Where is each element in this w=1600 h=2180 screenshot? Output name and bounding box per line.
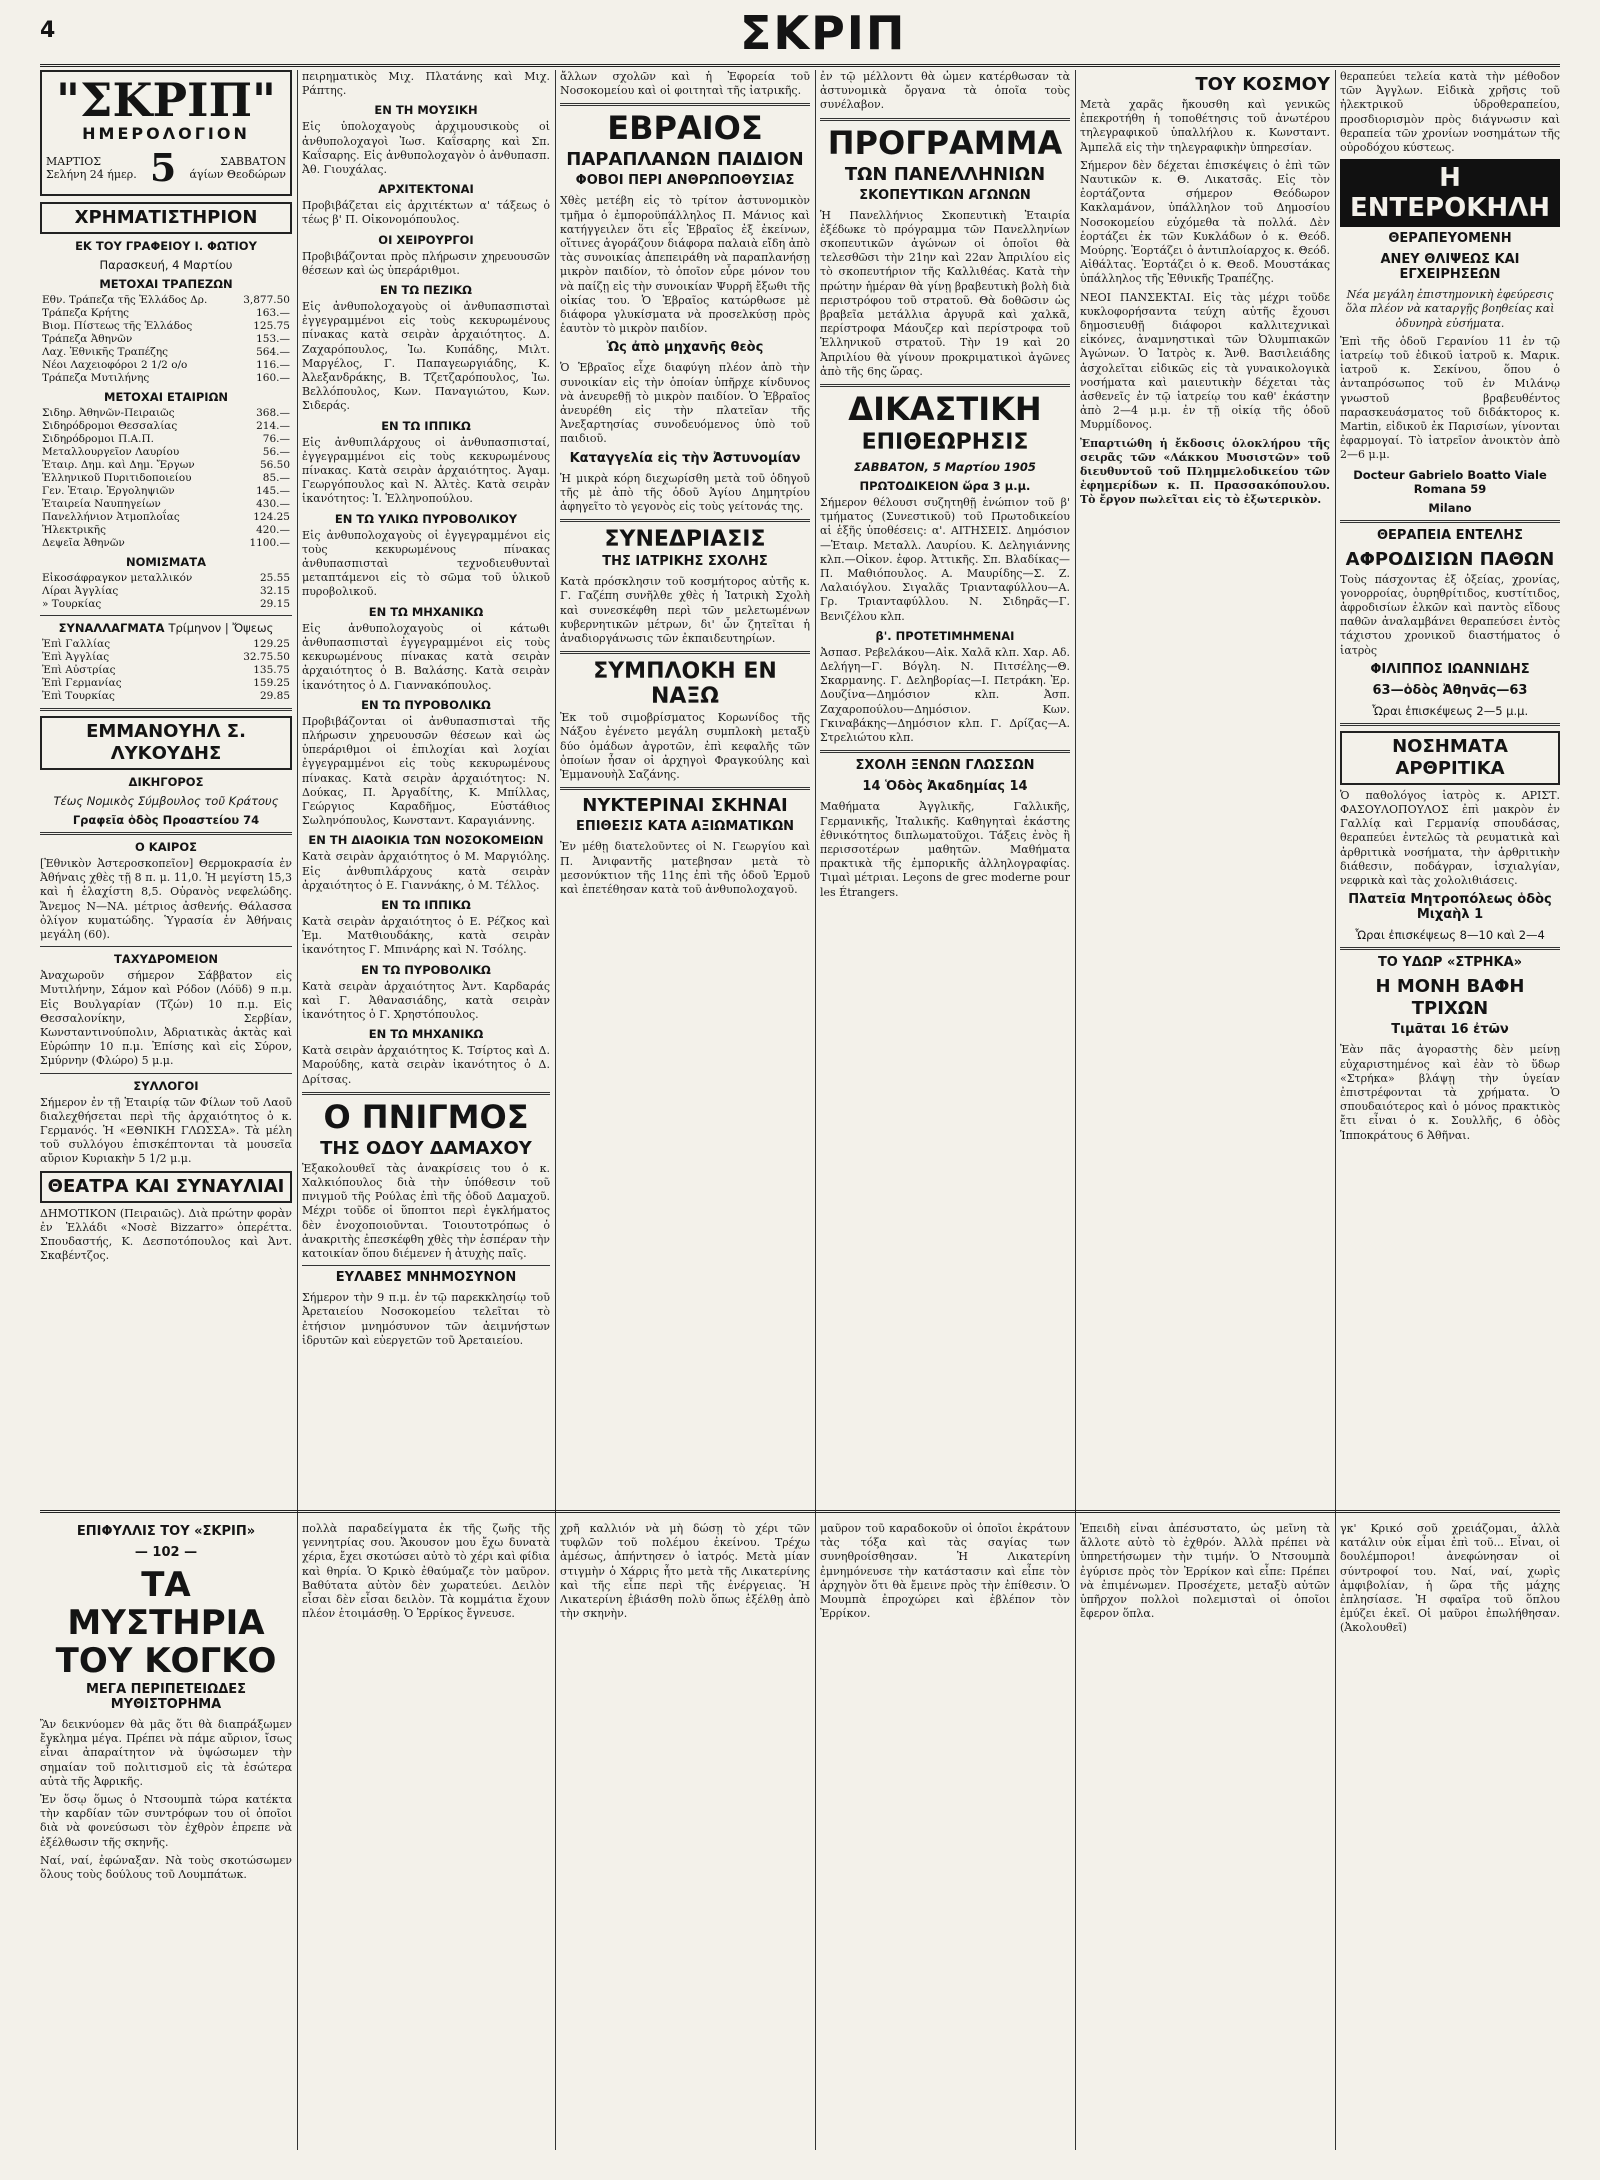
program-subtitle: ΤΩΝ ΠΑΝΕΛΛΗΝΙΩΝ — [844, 163, 1046, 185]
promotions-list — [302, 103, 550, 1086]
lawyer-address: Γραφεῖα ὁδὸς Προαστείου 74 — [72, 813, 260, 827]
promotion-section-text: Προβιβάζονται οἱ ἀνθυπασπισταὶ τῆς πλήρωσιν χηρευουσῶν θέσεων καὶ ὡς ὑπεράριθμοι οἱ ἐπιλοχίαι καὶ λοχίαι ἐγγεγραμμένοι εἰς τοὺς κεκυρωμένους πίνακας. Κατὰ σειρὰν ἀρχαιότητος: Ν. Δούκας, Π. Ἀργαδίτης, Κ. Μπίλλας, Γεώργιος Καραδῆμος, Εὐστάθιος Σωληνόπουλος, Κωνσταντ. Καραγιάννης. — [302, 714, 550, 828]
promotion-section-title: ΕΝ ΤΩ ΙΠΠΙΚΩ — [381, 418, 471, 433]
lawyer-name: ΕΜΜΑΝΟΥΗΛ Σ. ΛΥΚΟΥΔΗΣ — [40, 716, 292, 770]
arthritis-hours: Ὧραι ἐπισκέψεως 8—10 καὶ 2—4 — [1355, 928, 1545, 943]
column-3 — [560, 70, 810, 1500]
venereal-subtitle: ΑΦΡΟΔΙΣΙΩΝ ΠΑΘΩΝ — [1345, 548, 1555, 570]
market-row-name: Μεταλλουργεῖον Λαυρίου — [42, 446, 180, 458]
promotion-section-text: Εἰς ὑπολοχαγοὺς ἀρχιμουσικοὺς οἱ ἀνθυπολοχαγοὶ Ἰωσ. Καΐσαρης καὶ Σπ. Καΐσαρης. Εἰς ἀνθυπολοχαγὸν ὁ ἀνθυπασπ. Ἀθ. Γιουχάλας. — [302, 120, 550, 177]
serial-column-2 — [302, 1522, 550, 2162]
clash-title: ΣΥΜΠΛΟΚΗ ΕΝ ΝΑΞΩ — [593, 659, 777, 710]
market-date: Παρασκευή, 4 Μαρτίου — [99, 258, 233, 272]
promotion-section-text: Εἰς ἀνθυπολοχαγοὺς οἱ κάτωθι ἀνθυπασπισταὶ ἐγγεγραμμένοι εἰς τοὺς κεκυρωμένους πίνακας κατὰ σειρὰν ἀρχαιότητος ὁ Β. Βαλάσης. Κατὰ σειρὰν ἱκανότητος ὁ Δ. Γιαννακόπουλος. — [302, 621, 550, 692]
promotion-section-text: Κατὰ σειρὰν ἀρχαιότητος Ἀντ. Καρδαράς καὶ Γ. Ἀθανασιάδης, κατὰ σειρὰν ἱκανότητος ὁ Γ. Χρηστόπουλος. — [302, 979, 550, 1021]
school-title: ΣΧΟΛΗ ΞΕΝΩΝ ΓΛΩΣΣΩΝ — [855, 758, 1035, 774]
water-subtitle: Η ΜΟΝΗ ΒΑΦΗ ΤΡΙΧΩΝ — [1375, 976, 1525, 1020]
market-row-name: Νέοι Λαχειοφόροι 2 1/2 ο/ο — [42, 359, 188, 371]
column-rule — [555, 70, 556, 2150]
market-row — [40, 677, 292, 690]
market-row-name: Γεν. Ἐταιρ. Ἐργοληψιῶν — [42, 485, 175, 497]
promotion-section-title: ΕΝ ΤΩ ΜΗΧΑΝΙΚΩ — [368, 1027, 484, 1042]
promotion-section-title: ΑΡΧΙΤΕΚΤΟΝΑΙ — [378, 182, 474, 197]
col4-intro: ἐν τῷ μέλλοντι θὰ ὦμεν κατέρθωσαν τὰ ἀστυνομικὰ ὄργανα τὰ ὁποῖα τοὺς συνέλαβον. — [820, 70, 1070, 112]
story-subtitle: ΦΟΒΟΙ ΠΕΡΙ ΑΝΘΡΩΠΟΘΥΣΙΑΣ — [575, 173, 795, 189]
promotion-section-text: Εἰς ἀνθυπολοχαγοὺς οἱ ἀνθυπασπισταὶ ἐγγεγραμμένοι εἰς τοὺς κεκυρωμένους πίνακας κατὰ σειρὰν ἀρχαιότητος. Δ. Ζαχαρόπουλος, Ἰω. Κυπάδης, Μιλτ. Μαργέλος, Γ. Παπαγεωργιάδης, Κ. Ἀλεξανδράκης, Β. Τζετζαρόπουλος, Ἰω. Βελλόπουλος, Κων. Παναγιώτου, Κων. Σιδεράς. — [302, 300, 550, 413]
market-row — [40, 638, 292, 651]
market-row-value: 56.— — [262, 446, 290, 458]
court-subtitle: ΕΠΙΘΕΩΡΗΣΙΣ — [861, 430, 1029, 456]
promotion-section-text: Προβιβάζεται εἰς ἀρχιτέκτων α' τάξεως ὁ τέως β' Π. Οἰκονομόπουλος. — [302, 199, 550, 227]
column-6 — [1340, 70, 1560, 1500]
market-row-value: 160.— — [256, 372, 290, 384]
market-row-value: 368.— — [256, 407, 290, 419]
weather-title: Ο ΚΑΙΡΟΣ — [135, 840, 197, 854]
market-row — [40, 307, 292, 320]
market-row-name: Εθν. Τράπεζα τῆς Ἑλλάδος Δρ. — [42, 294, 208, 306]
clubs-title: ΣΥΛΛΟΓΟΙ — [133, 1078, 199, 1093]
col3-intro: ἄλλων σχολῶν καὶ ἡ Ἐφορεία τοῦ Νοσοκομείου καὶ οἱ φοιτηταὶ τῆς ἰατρικῆς. — [560, 70, 810, 98]
banks-table — [40, 294, 292, 385]
market-row-value: 135.75 — [253, 664, 290, 676]
running-head — [40, 6, 1560, 67]
companies-table — [40, 407, 292, 550]
serial-text: πολλὰ παραδείγματα ἐκ τῆς ζωῆς τῆς γεννητρίας σου. Ἄκουσον μου ἔχω δυνατὰ χέρια, ἔχει σκοτώσει αὐτὸ τὸ χέρι καὶ φίδια καὶ θηρία. Ὁ Κρικὸ ἐθαύμαζε τὸν μαῦρον. Βαθύτατα αὐτὸν δὲν χωρατεύει. Δειλὸν εἶσαι δὲν εἶσαι δειλὸν. Τὰ κομμάτια ἔχουν πλέον ἑτοιμάσθῃ. Ὁ Ἐρρίκος ἔγνευσε. — [302, 1522, 550, 1621]
running-masthead: ΣΚΡΙΠ — [740, 6, 907, 60]
serial-paragraph: Ναί, ναί, ἐφώναξαν. Νὰ τοὺς σκοτώσωμεν ὅλους τοὺς δούλους τοῦ Λουμπάτωκ. — [40, 1853, 292, 1882]
market-row — [40, 472, 292, 485]
serial-text: γκ' Κρικό σοῦ χρειάζομαι, ἀλλὰ κατάλιν οὐκ εἶμαι ἐπὶ τοῦ... Εἶναι, οἱ δουλέμποροι! ἀνεφώνησαν οἱ σύντροφοί του. Ναί, ναί, χωρὶς ἀμφιβολίαν, ἡ ὥρα τῆς μάχης ἐπλησίασε. Ἡ σφαῖρα τοῦ ὅπλου ἐμύζει ἐκεῖ. Οἱ μαῦροι ἐπωλήθησαν. (Ἀκολουθεῖ) — [1340, 1522, 1560, 1635]
promotion-section-title: ΕΝ ΤΩ ΜΗΧΑΝΙΚΩ — [368, 604, 484, 619]
calendar-month: ΜΑΡΤΙΟΣ — [46, 154, 102, 168]
story-title: ΕΒΡΑΙΟΣ — [607, 109, 763, 148]
court-text-2: Ἀσπασ. Ρεβελάκου—Αἰκ. Χαλᾶ κλπ. Χαρ. Αδ. Δελήγη—Γ. Βόγλη. Ν. Πιτσέλης—Θ. Σκαρμανης. Γ. Δεληβορίας—Ι. Πετράκη. Ἐρ. Δουζίνα—Δημόσιον κλπ. Ἀσπ. Ζαχαροπούλου—Δημόσιον. Κων. Γκιναβάκης—Δημόσιον κλπ. Γ. Δρίζας—Α. Στρελιώτου κλπ. — [820, 645, 1070, 745]
arthritis-address: Πλατεῖα Μητροπόλεως ὁδὸς Μιχαὴλ 1 — [1348, 892, 1552, 923]
market-row-value: 3,877.50 — [243, 294, 290, 306]
market-row-name: Ἐπὶ Τουρκίας — [42, 690, 115, 702]
market-row-value: 116.— — [256, 359, 290, 371]
market-row — [40, 446, 292, 459]
column-4 — [820, 70, 1070, 1500]
sitting-subtitle: ΤΗΣ ΙΑΤΡΙΚΗΣ ΣΧΟΛΗΣ — [602, 554, 768, 570]
memorial-text: Σήμερον τὴν 9 π.μ. ἐν τῷ παρεκκλησίῳ τοῦ Ἀρεταιείου Νοσοκομείου τελεῖται τὸ ἐτήσιον μνημόσυνον τῶν ἀειμνήστων ἱδρυτῶν καὶ εὐεργετῶν τοῦ Ἀρεταιείου. — [302, 1291, 550, 1347]
market-row — [40, 598, 292, 611]
serial-column-1 — [40, 1522, 292, 2162]
market-row-name: Σιδηρ. Ἀθηνῶν-Πειραιῶς — [42, 407, 175, 419]
market-row-name: Λίραι Ἀγγλίας — [42, 585, 119, 597]
program-title: ΠΡΟΓΡΑΜΜΑ — [827, 123, 1063, 162]
serial-column-6 — [1340, 1522, 1560, 2162]
market-row-name: Σιδηρόδρομοι Θεσσαλίας — [42, 420, 178, 432]
market-row-value: 32.75.50 — [243, 651, 290, 663]
entero-city: Milano — [1428, 500, 1472, 515]
market-row-value: 153.— — [256, 333, 290, 345]
market-row-value: 214.— — [256, 420, 290, 432]
story-text: Χθὲς μετέβη εἰς τὸ τρίτον ἀστυνομικὸν τμῆμα ὁ ἐμποροϋπάλληλος Π. Μάνιος καὶ κατήγγειλεν ὅτι εἷς Ἑβραῖος ἐξ ἐκείνων, οἵτινες ἀγοράζουν διάφορα παλαιὰ εἴδη ἀπὸ τὰς συνοικίας ἀπεπειράθη νὰ παραπλανήσῃ μικρὸν παιδίον, τὸ ὁποῖον εὗρε μόνον του νὰ παίζῃ εἰς τὴν συνοικίαν Ψυρρῆ ἔξωθι τῆς οἰκίας του. Ὁ Ἑβραῖος κατώρθωσε μὲ διάφορα γλυκίσματα νὰ προσελκύσῃ πρὸς ἑαυτὸν τὸ μικρὸν παιδίον. — [560, 194, 810, 336]
market-row — [40, 346, 292, 359]
entero-tagline: Νέα μεγάλη ἐπιστημονικὴ ἐφεύρεσις ὅλα πλέον νὰ καταργῇς βοηθείας καὶ ὀδυνηρὰ εὐσήματα. — [1345, 288, 1555, 330]
entero-subtitle: ΘΕΡΑΠΕΥΟΜΕΝΗ — [1388, 231, 1512, 247]
promotion-section-title: ΕΝ ΤΩ ΠΕΖΙΚΩ — [380, 283, 472, 298]
program-subtitle-2: ΣΚΟΠΕΥΤΙΚΩΝ ΑΓΩΝΩΝ — [859, 187, 1031, 203]
night-subtitle: ΕΠΙΘΕΣΙΣ ΚΑΤΑ ΑΞΙΩΜΑΤΙΚΩΝ — [575, 819, 795, 835]
market-row-value: 56.50 — [259, 459, 290, 471]
market-row — [40, 320, 292, 333]
market-row — [40, 372, 292, 385]
entero-text: Ἐπὶ τῆς ὁδοῦ Γερανίου 11 ἐν τῷ ἰατρείῳ τοῦ ἐδικοῦ ἰατροῦ κ. Μαρικ. ἰατροῦ κ. Σεκίνου, ὅπου ὁ ἀνταπρόσωπος τοῦ ἐν Μιλάνῳ γνωστοῦ βραβευθέντος παρασκευάσματος τοῦ διδάκτορος κ. Martin, εἰδικοῦ ἐκ Παρισίων, γίνονται ἐφαρμογαί. Τὸ ἰατρεῖον ἀνοικτὸν ἀπὸ 2—6 μ.μ. — [1340, 334, 1560, 462]
market-row-name: Δεψεῖα Ἀθηνῶν — [42, 537, 125, 549]
market-row-name: Τράπεζα Μυτιλήνης — [42, 372, 150, 384]
promotion-section-title: ΕΝ ΤΗ ΔΙΑΟΙΚΙΑ ΤΩΝ ΝΟΣΟΚΟΜΕΙΩΝ — [308, 833, 544, 848]
theatre-text: ΔΗΜΟΤΙΚΟΝ (Πειραιῶς). Διὰ πρώτην φορὰν ἐν Ἑλλάδι «Νοσὲ Bizzarro» ὀπερέττα. Σπουδαστής, Κ. Δεσποτόπουλος καὶ Ἀντ. Σκαβέντζος. — [40, 1206, 292, 1263]
serial-paragraph: Ἐν ὅσῳ ὅμως ὁ Ντσουμπὰ τώρα κατέκτα τὴν καρδίαν τῶν συντρόφων του οἱ ὁποῖοι διὰ νὰ φονεύσωσι τὸν ἐχθρὸν ἐπρεπε νὰ ἐξέλθωσιν τῆς σκηνῆς. — [40, 1793, 292, 1849]
promotion-section-title: ΟΙ ΧΕΙΡΟΥΡΓΟΙ — [378, 232, 474, 247]
night-title: ΝΥΚΤΕΡΙΝΑΙ ΣΚΗΝΑΙ — [582, 795, 788, 817]
market-source: ΕΚ ΤΟΥ ΓΡΑΦΕΙΟΥ Ι. ΦΩΤΙΟΥ — [75, 239, 257, 253]
court-date: ΣΑΒΒΑΤΟΝ, 5 Μαρτίου 1905 — [854, 460, 1036, 475]
promotion-section-text: Κατὰ σειρὰν ἀρχαιότητος ὁ Ε. Ρέζκος καὶ Ἐμ. Ματθιουδάκης, κατὰ σειρὰν ἱκανότητος Γ. Μπινάρης καὶ Ν. Τσόλης. — [302, 914, 550, 957]
column-rule — [1075, 70, 1076, 2150]
market-row-name: Εἰκοσάφραγκον μεταλλικόν — [42, 572, 193, 584]
market-row-name: Ἐταιρ. Δημ. καὶ Δημ. Ἔργων — [42, 459, 195, 471]
market-row-name: Βιομ. Πίστεως τῆς Ἑλλάδος — [42, 320, 193, 332]
fx-title — [40, 621, 292, 635]
col5-intro: Μετὰ χαρᾶς ἤκουσθη καὶ γενικῶς ἐπεκροτήθη ἡ τοποθέτησις τοῦ ἀνωτέρου τηλεγραφικοῦ ὑπαλλήλου κ. Κωνσταντ. Ἀμπελᾶ εἰς τὴν τηλεγραφικὴν ὑπηρεσίαν. — [1080, 98, 1330, 154]
market-row-value: 85.— — [262, 472, 290, 484]
serial-text: Ἐπειδὴ εἶναι ἀπέσυστατο, ὡς μεῖνη τὰ ἄλλοτε αὐτὸ τὸ ἐχθρόν. Ἀλλὰ πρέπει νὰ ὑπηρετήσωμεν τὴν τιμήν. Ὁ Ντσουμπὰ ἐγύρισε πρὸς τὸν Ἐρρίκον καὶ εἶπε: Πρέπει νὰ ἐπιμένωμεν. Προσέχετε, μεταξὺ αὐτῶν ὑπῆρχον πολλοὶ πολεμισταὶ οἱ ὁποῖοι ἔφερον ὅπλα. — [1080, 1522, 1330, 1621]
market-row-value: 564.— — [256, 346, 290, 358]
fx-columns: Τρίμηνον | Ὄψεως — [168, 621, 274, 635]
column-rule — [297, 70, 298, 2150]
market-row — [40, 664, 292, 677]
sitting-text: Κατὰ πρόσκλησιν τοῦ κοσμήτορος αὐτῆς κ. Γ. Γαζέπη συνῆλθε χθὲς ἡ Ἰατρικὴ Σχολὴ καὶ συνεσκέφθη περὶ τῶν μελετωμένων κυβερνητικῶν μέτρων, δι' ὧν ζητεῖται ἡ ἀναδιοργάνωσις τῶν ἐκπαιδευτηρίων. — [560, 575, 810, 646]
market-row — [40, 433, 292, 446]
calendar-date — [46, 145, 286, 190]
market-row-value: 145.— — [256, 485, 290, 497]
calendar-moon: Σελήνη 24 ήμερ. — [46, 167, 137, 181]
world-text: Σήμερον δὲν δέχεται ἐπισκέψεις ὁ ἐπὶ τῶν Ναυτικῶν κ. Θ. Λικατσᾶς. Εἰς τὸν ἐορτάζοντα σήμερον Θεόδωρον Κακλαμάνον, ὑπάλληλον τοῦ Δημοσίου Νοσοκομείου εὐχόμεθα τὰ πολλά. Δὲν ἑορτάζει ἐκ τῶν Κυκλάδων ὁ κ. Θεόδ. Μούρης. Ἑορτάζει ὁ ἀντιπλοίαρχος κ. Θεόδ. Αἰθάλτας. Ἑορτάζει ὁ κ. Θεοδ. Μουστάκας ὑπάλληλος τῆς Ἐθνικῆς Τραπέζης. — [1080, 158, 1330, 286]
market-row — [40, 407, 292, 420]
water-title: ΤΟ ΥΔΩΡ «ΣΤΡΗΚΑ» — [1377, 955, 1523, 971]
school-text: Μαθήματα Ἀγγλικῆς, Γαλλικῆς, Γερμανικῆς, Ἰταλικῆς. Καθηγηταὶ ἑκάστης ἐθνικότητος διπλωματοῦχοι. Τάξεις ἐνὸς ἢ περισσοτέρων μαθητῶν. Μαθήματα πρακτικὰ τῆς ἐμπορικῆς ἀλληλογραφίας. Τιμαὶ μέτριαι. Leçons de grec moderne pour les Étrangers. — [820, 800, 1070, 899]
entero-contact: Docteur Gabrielo Boatto Viale Romana 59 — [1353, 467, 1547, 496]
sitting-title: ΣΥΝΕΔΡΙΑΣΙΣ — [604, 527, 766, 553]
market-row — [40, 420, 292, 433]
story-text-3: Ἡ μικρὰ κόρη διεχωρίσθη μετὰ τοῦ ὁδηγοῦ τῆς μὲ ἀπὸ τῆς ὁδοῦ Ἁγίου Δημητρίου ἀφηγεῖτο τὸ γεγονὸς εἰς τοὺς γείτονάς της. — [560, 471, 810, 514]
court-text: Σήμερον θέλουσι συζητηθῇ ἐνώπιον τοῦ β' τμήματος (Συνεστικοῦ) τοῦ Πρωτοδικείου αἱ ἑξῆς ὑποθέσεις: α'. ΑΙΤΗΣΕΙΣ. Δημόσιον—Ἑταιρ. Μεταλλ. Λαυρίου. Κ. Δεληγιάννης κλπ.—Οἰκον. ἐφορ. Ἀττικῆς. Σπ. Βλαδίκας—Π. Μαθιόπουλος. Α. Μαυρίδης—Σ. Ζ. Λαλαιόγλου. Σιγαλᾶς Τριανταφύλλου—Α. Γρ. Τριανταφύλλου. Ν. Σιδηρᾶς—Γ. Βενιζέλου κλπ. — [820, 496, 1070, 623]
market-row-value: 1100.— — [249, 537, 290, 549]
calendar-label: ΗΜΕΡΟΛΟΓΙΟΝ — [82, 124, 250, 143]
market-row — [40, 359, 292, 372]
promotion-section-title: ΕΝ ΤΗ ΜΟΥΣΙΚΗ — [374, 103, 478, 118]
market-row — [40, 459, 292, 472]
market-row-name: Ἐπὶ Γαλλίας — [42, 638, 111, 650]
market-row-value: 159.25 — [253, 677, 290, 689]
serial-kicker: ΕΠΙΦΥΛΛΙΣ ΤΟΥ «ΣΚΡΙΠ» — [76, 1524, 256, 1539]
coins-table — [40, 572, 292, 611]
page-number: 4 — [40, 18, 56, 43]
market-row-name: Τράπεζα Κρήτης — [42, 307, 130, 319]
world-text-2: ΝΕΟΙ ΠΑΝΣΕΚΤΑΙ. Εἰς τὰς μέχρι τοῦδε κυκλοφορήσαντα τεύχη αὐτῆς ἔχουσι δημοσιευθῇ διάφοροι καλλιτεχνικαὶ εἰκόνες, ἀναμνηστικαὶ τῶν Ὀλυμπιακῶν Ἀγώνων. Ὁ Ἰατρὸς κ. Ἄνθ. Βασιλειάδης ἀσχολεῖται εἰδικῶς εἰς τὰ γυναικολογικὰ νοσήματα καὶ μαιευτικὴν δέχεται τὰς ἀσθενεῖς ἐν τῷ ἰατρείῳ του καθ' ἑκάστην ἀπὸ 2—4 μ.μ. ἐν τῇ οἰκίᾳ τῆς ὁδοῦ Μυρμίδονος. — [1080, 290, 1330, 432]
promotion-section-text: Εἰς ἀνθυπολοχαγοὺς οἱ ἐγγεγραμμένοι εἰς τοὺς κεκυρωμένους πίνακας ἀνθυπασπισταὶ τεχνοδιευθυνταὶ μεταπτάμενοι εἰς τὸ σῶμα τοῦ ὑλικοῦ πυροβολικοῦ. — [302, 528, 550, 599]
program-text: Ἡ Πανελλήνιος Σκοπευτικὴ Ἑταιρία ἐξέδωκε τὸ πρόγραμμα τῶν Πανελληνίων σκοπευτικῶν ἀγώνων οἱ ὁποῖοι θὰ τελεσθῶσι τὴν 21ην καὶ 22αν Ἀπριλίου εἰς τὸ σκοπευτήριον τῆς Καλλιθέας. Κατὰ τὴν πρώτην ἡμέραν θὰ γίνῃ βραβευτικὴ βολὴ διὰ περιστρόφου τοῦ στρατοῦ. Θὰ δοθῶσιν ὡς βραβεῖα μετάλλια ἀργυρᾶ καὶ χαλκᾶ, περίστροφα Μάουζερ καὶ περίστροφα τοῦ Ἑλληνικοῦ στρατοῦ. Τὴν 19 καὶ 20 Ἀπριλίου θὰ γίνουν προκριματικοὶ ἀγῶνες ἀπὸ τῆς 6ης ὥρας. — [820, 208, 1070, 378]
masthead-title: "ΣΚΡΙΠ" — [56, 73, 276, 127]
promotion-section-text: Κατὰ σειρὰν ἀρχαιότητος Κ. Τσίρτος καὶ Δ. Μαρούδης, κατὰ σειρὰν ἱκανότητος ὁ Δ. Δρίτσας. — [302, 1044, 550, 1086]
market-row-name: Πανελλήνιον Ἀτμοπλοΐας — [42, 511, 180, 523]
entero-subtitle-2: ΑΝΕΥ ΘΛΙΨΕΩΣ ΚΑΙ ΕΓΧΕΙΡΗΣΕΩΝ — [1380, 252, 1520, 283]
feature-title: Ο ΠΝΙΓΜΟΣ — [323, 1097, 529, 1136]
clash-text: Ἐκ τοῦ σιμοβρίσματος Κορωνίδος τῆς Νάξου ἐγένετο μεγάλη συμπλοκὴ μεταξὺ δύο ὁμάδων ἀγροτῶν, ἐπὶ κεφαλῆς τῶν ὁποίων ἦσαν οἱ ἀρχηγοὶ Φραγκούλης καὶ Ἐμμανουὴλ Σαζάνης. — [560, 711, 810, 782]
water-text: Ἐὰν πᾶς ἀγοραστὴς δὲν μείνῃ εὐχαριστημένος καὶ ἐὰν τὸ ὕδωρ «Στρήκα» βλάψῃ τὴν ὑγείαν ἐπιστρέφονται τὰ χρήματα. Ὁ σπουδαιότερος καὶ ὁ μόνος πρακτικὸς ἔτι εἶναι ὁ κ. Σουλλῆς, 6 ὁδὸς Ἱπποκράτους 6 Ἀθῆναι. — [1340, 1043, 1560, 1142]
arthritis-title: ΝΟΣΗΜΑΤΑ ΑΡΘΡΙΤΙΚΑ — [1340, 731, 1560, 785]
market-row — [40, 498, 292, 511]
venereal-text: Τοὺς πάσχοντας ἐξ ὀξείας, χρονίας, γονορροίας, ὀυρηθρίτιδος, κυστίτιδος, ἀφροδισίων ἑλκῶν καὶ παντὸς εἴδους παθῶν ἀναλαμβάνει θεραπεύσει ἐντὸς τάχιστου χρονικοῦ διαστήματος ὁ ἰατρὸς — [1340, 572, 1560, 657]
serial-rule — [40, 1510, 1560, 1513]
serial-title: ΤΑ ΜΥΣΤΗΡΙΑ ΤΟΥ ΚΟΓΚΟ — [55, 1565, 277, 1681]
world-title: ΤΟΥ ΚΟΣΜΟΥ — [1195, 74, 1330, 95]
market-row — [40, 572, 292, 585]
fx-title-text: ΣΥΝΑΛΛΑΓΜΑΤΑ — [58, 621, 165, 635]
market-row-name: Σιδηρόδρομοι Π.Α.Π. — [42, 433, 154, 445]
market-row-value: 125.75 — [253, 320, 290, 332]
market-row-value: 76.— — [262, 433, 290, 445]
market-row — [40, 537, 292, 550]
calendar-masthead — [40, 70, 292, 196]
night-text: Ἐν μέθῃ διατελοῦντες οἱ Ν. Γεωργίου καὶ Π. Ἀνιφαντῆς ματεβησαν μετὰ τὸ μεσονύκτιον τῆς 11ης ἐπὶ τῆς ὁδοῦ Ἑρμοῦ καὶ ἐπετέθησαν κατὰ τοῦ ἀνθυπολοχαγοῦ. — [560, 840, 810, 896]
market-row-name: Ἐπὶ Γερμανίας — [42, 677, 122, 689]
market-row — [40, 651, 292, 664]
serial-column-3 — [560, 1522, 810, 2162]
story-subhead-3: Καταγγελία εἰς τὴν Ἀστυνομίαν — [569, 450, 801, 466]
post-text: Ἀναχωροῦν σήμερον Σάββατον εἰς Μυτιλήνην, Σάμον καὶ Ρόδον (Λόϋδ) 9 π.μ. Εἰς Βουλγαρίαν (Τζών) 10 π.μ. Εἰς Θεσσαλονίκην, Σερβίαν, Κωνσταντινούπολιν, Ἀδριατικὰς ἀκτὰς καὶ Εὐρώπην 10 π.μ. Ἐπίσης καὶ εἰς Σύρον, Σμύρνην (Φλώρο) 5 μ.μ. — [40, 969, 292, 1068]
companies-title: ΜΕΤΟΧΑΙ ΕΤΑΙΡΙΩΝ — [104, 390, 228, 404]
memorial-title: ΕΥΛΑΒΕΣ ΜΝΗΜΟΣΥΝΟΝ — [335, 1270, 517, 1286]
promotion-section-text: Προβιβάζονται πρὸς πλήρωσιν χηρευουσῶν θέσεων καὶ ὡς ὑπεράριθμοι. — [302, 249, 550, 277]
venereal-title: ΘΕΡΑΠΕΙΑ ΕΝΤΕΛΗΣ — [1376, 527, 1524, 543]
market-row-name: » Τουρκίας — [42, 598, 102, 610]
market-row — [40, 524, 292, 537]
col2-intro: πειρηματικὸς Μιχ. Πλατάνης καὶ Μιχ. Ράπτης. — [302, 70, 550, 98]
column-2 — [302, 70, 550, 1500]
col6-intro: θεραπεύει τελεία κατὰ τὴν μέθοδον τῶν Ἀγγλων. Εἰδικὰ χρῆσις τοῦ ἠλεκτρικοῦ ὑδροθεραπείου, προσδιορισμὸν πρὸς διάγνωσιν καὶ θεραπεία τῶν χρονίων νοσημάτων τῆς οὐροδόχου κύστεως. — [1340, 70, 1560, 155]
column-1 — [40, 70, 292, 1500]
promotion-section-title: ΕΝ ΤΩ ΥΛΙΚΩ ΠΥΡΟΒΟΛΙΚΟΥ — [334, 511, 518, 526]
market-title: ΧΡΗΜΑΤΙΣΤΗΡΙΟΝ — [40, 202, 292, 234]
market-row-value: 124.25 — [253, 511, 290, 523]
promotion-section-text: Κατὰ σειρὰν ἀρχαιότητος ὁ Μ. Μαργιόλης. Εἰς ἀνθυπιλάρχους κατὰ σειρὰν ἀρχαιότητος ὁ Ε. Γιαννάκης, ὁ Μ. Τέλλος. — [302, 850, 550, 892]
calendar-day-number: 5 — [149, 145, 177, 190]
column-5 — [1080, 70, 1330, 1500]
serial-subtitle: ΜΕΓΑ ΠΕΡΙΠΕΤΕΙΩΔΕΣ ΜΥΘΙΣΤΟΡΗΜΑ — [85, 1682, 247, 1712]
court-first: ΠΡΩΤΟΔΙΚΕΙΟΝ ὥρα 3 μ.μ. — [859, 479, 1031, 494]
doctor-hours: Ὧραι ἐπισκέψεως 2—5 μ.μ. — [1371, 703, 1529, 718]
fx-table — [40, 638, 292, 703]
market-row — [40, 485, 292, 498]
market-row-name: Λαχ. Ἐθνικῆς Τραπέζης — [42, 346, 169, 358]
theatre-title: ΘΕΑΤΡΑ ΚΑΙ ΣΥΝΑΥΛΙΑΙ — [40, 1171, 292, 1203]
market-row-value: 129.25 — [253, 638, 290, 650]
promotion-section-title: ΕΝ ΤΩ ΙΠΠΙΚΩ — [381, 897, 471, 912]
doctor-name: ΦΙΛΙΠΠΟΣ ΙΩΑΝΝΙΔΗΣ — [1370, 661, 1530, 677]
court-title: ΔΙΚΑΣΤΙΚΗ — [848, 390, 1042, 429]
school-address: 14 Ὁδὸς Ἀκαδημίας 14 — [862, 779, 1028, 795]
market-row-value: 32.15 — [259, 585, 290, 597]
market-row-value: 163.— — [256, 307, 290, 319]
market-row-value: 29.85 — [259, 690, 290, 702]
story-text-2: Ὁ Ἑβραῖος εἶχε διαφύγη πλέον ἀπὸ τὴν συνοικίαν εἰς τὴν ὁποίαν ὑπῆρχε κίνδυνος νὰ ἀνευρεθῇ τὸ μικρὸν παιδίον. Ὁ Ἑβραῖος ἀνευρέθη εἰς τὴν πλατεῖαν τῆς Ἀνεξαρτησίας συνοδευόμενος ὑπὸ τοῦ παιδιοῦ. — [560, 361, 810, 446]
market-row-name: Ἐπὶ Ἀγγλίας — [42, 651, 110, 663]
column-rule — [1335, 70, 1336, 2150]
market-row-name: Ἠλεκτρικῆς — [42, 524, 106, 536]
market-row-value: 29.15 — [259, 598, 290, 610]
market-row — [40, 333, 292, 346]
lawyer-note: Τέως Νομικὸς Σύμβουλος τοῦ Κράτους — [53, 794, 279, 808]
market-row — [40, 585, 292, 598]
story-title-2: ΠΑΡΑΠΛΑΝΩΝ ΠΑΙΔΙΟΝ — [566, 149, 804, 171]
market-row-value: 420.— — [256, 524, 290, 536]
serial-column-4 — [820, 1522, 1070, 2162]
market-row-name: Ἑλληνικοῦ Πυριτιδοποιείου — [42, 472, 192, 484]
market-row — [40, 690, 292, 703]
serial-text: χρῆ καλλιόν νὰ μὴ δώσῃ τὸ χέρι τῶν τυφλῶν τοῦ πολέμου ἐκείνου. Τρέχω ἀμέσως, ἀπήντησεν ὁ ἰατρός. Μετὰ μίαν στιγμὴν ὁ Χάρρις ἦτο μετὰ τῆς Λικατερίνης καὶ τῆς εἶπε περὶ τῆς ἐνέργειας. Ἡ Λικατερίνη ἐβιάσθη πολὺ ὅπως ἐξέλθῃ ἀπὸ τὴν σκηνὴν. — [560, 1522, 810, 1621]
market-row — [40, 294, 292, 307]
feature-text: Ἐξακολουθεῖ τὰς ἀνακρίσεις του ὁ κ. Χαλκιόπουλος διὰ τὴν ὑπόθεσιν τοῦ πνιγμοῦ τῆς Ρούλας ἐπὶ τῆς ὁδοῦ Δαμαχοῦ. Μέχρι τοῦδε οἱ ὕποπτοι περὶ ἐγκλήματος δὲν ἐνοχοποιοῦνται. Τοιουτοτρόπως ὁ ἀνακριτὴς ἐπεσκέφθη χθὲς τὴν ἑσπέραν τὴν κατοικίαν ὅπου διέμενεν ἡ ἀτυχὴς παῖς. — [302, 1161, 550, 1260]
entero-title: Η ΕΝΤΕΡΟΚΗΛΗ — [1340, 159, 1560, 227]
market-row — [40, 511, 292, 524]
market-row-name: Ἐταιρεία Ναυπηγείων — [42, 498, 161, 510]
announcement: Ἐπαρτιώθη ἡ ἔκδοσις ὁλοκλήρου τῆς σειρᾶς τῶν «Λάκκου Μυσιστῶν» τοῦ διευθυντοῦ τοῦ Πλημμελοδικείου τῶν ἐφημερίδων κ. Π. Πρασσακόπουλου. Τὸ ἔργον πωλεῖται εἰς τὸ ἐξωτερικὸν. — [1080, 436, 1330, 507]
coins-title: ΝΟΜΙΣΜΑΤΑ — [125, 555, 207, 569]
column-rule — [815, 70, 816, 2150]
serial-paragraph: Ἂν δεικνύομεν θὰ μᾶς ὅτι θὰ διαπράξωμεν ἔγκλημα μέγα. Πρέπει νὰ πάμε αὔριον, ἴσως εἶναι ἀπαραίτητον νὰ ὑψώσωμεν τὴν σημαίαν τοῦ πολιτισμοῦ εἰς τὰ ἐσώτερα αὐτὰ τῆς Ἀφρικῆς. — [40, 1718, 292, 1788]
clubs-text: Σήμερον ἐν τῇ Ἑταιρίᾳ τῶν Φίλων τοῦ Λαοῦ διαλεχθήσεται περὶ τῆς ἀρχαιότητος ὁ κ. Γερμανός. Ἡ «ΕΘΝΙΚΗ ΓΛΩΣΣΑ». Τὰ μέλη τοῦ συλλόγου ἐπισκέπτονται τὰ μουσεῖα αὔριον Κυριακὴν 5 1/2 μ.μ. — [40, 1095, 292, 1166]
weather-text: [Ἐθνικὸν Ἀστεροσκοπεῖον] Θερμοκρασία ἐν Ἀθήναις χθὲς τῇ 8 π. μ. 11,0. Ἡ μεγίστη 15,3 καὶ ἡ ἐλαχίστη 8,5. Οὐρανὸς νεφελώδης. Ἄνεμος Ν—ΝΑ. μέτριος ἀσθενής. Θάλασσα ὀλίγον κυματώδης. Ὑγρασία ἐν Ἀθήναις μεγάλη (60). — [40, 857, 292, 942]
market-row-value: 430.— — [256, 498, 290, 510]
doctor-address: 63—ὁδὸς Ἀθηνᾶς—63 — [1372, 682, 1528, 698]
promotion-section-title: ΕΝ ΤΩ ΠΥΡΟΒΟΛΙΚΩ — [361, 962, 491, 977]
market-row-name: Τράπεζα Ἀθηνῶν — [42, 333, 133, 345]
water-price: Τιμᾶται 16 ἐτῶν — [1391, 1022, 1509, 1038]
feature-subtitle: ΤΗΣ ΟΔΟΥ ΔΑΜΑΧΟΥ — [320, 1137, 532, 1159]
banks-title: ΜΕΤΟΧΑΙ ΤΡΑΠΕΖΩΝ — [99, 277, 233, 291]
serial-column-5 — [1080, 1522, 1330, 2162]
story-subhead-2: Ὡς ἀπὸ μηχανῆς θεὸς — [606, 340, 764, 356]
serial-text: μαῦρον τοῦ καραδοκοῦν οἱ ὁποῖοι ἐκράτουν τὰς τόξα καὶ τὰς σαγίας των συνηθροίσθησαν. Ἡ Λικατερίνη ἐμνημόνευσε τὴν κατάστασιν καὶ εἶπε τὸν ἀρχηγὸν ὅτι θὰ ἔμεινε πρὸς τὴν ἐπίθεσιν. Ὁ Μουμπὰ ἐπροχώρει καὶ ἐβλέπον τὸν Ἐρρίκον. — [820, 1522, 1070, 1621]
calendar-saints: άγίων Θεοδώρων — [189, 167, 286, 181]
calendar-weekday: ΣΑΒΒΑΤΟΝ — [220, 154, 286, 168]
serial-number: — 102 — — [134, 1545, 198, 1560]
arthritis-text: Ὁ παθολόγος ἰατρὸς κ. ΑΡΙΣΤ. ΦΑΣΟΥΛΟΠΟΥΛΟΣ ἐπὶ μακρὸν ἐν Γαλλίᾳ καὶ Γερμανίᾳ σπουδάσας, θεραπεύει ἐντελῶς τὰ ρευματικὰ καὶ ἀρθριτικὰ νοσήματα, τὴν ἀρθριτικὴν διάθεσιν, ποδάγραν, ἰσχιαλγίαν, νεφρικὰ καὶ τὰς χολολιθιάσεις. — [1340, 788, 1560, 888]
market-row-name: Ἐπὶ Αὐστρίας — [42, 664, 116, 676]
post-title: ΤΑΧΥΔΡΟΜΕΙΟΝ — [113, 952, 219, 967]
lawyer-title: ΔΙΚΗΓΟΡΟΣ — [128, 775, 204, 789]
promotion-section-text: Εἰς ἀνθυπιλάρχους οἱ ἀνθυπασπισταί, ἐγγεγραμμένοι εἰς τοὺς κεκυρωμένους πίνακας. Κατὰ σειρὰν ἀρχαιότητος. Ἀγαμ. Γεωργόπουλος καὶ Ν. Ἀλτὲς. Κατὰ σειρὰν ἱκανότητος: Ἰ. Ἑλληνοπούλου. — [302, 435, 550, 506]
court-section-2: β'. ΠΡΟΤΕΤΙΜΗΜΕΝΑΙ — [875, 628, 1015, 643]
promotion-section-title: ΕΝ ΤΩ ΠΥΡΟΒΟΛΙΚΩ — [361, 697, 491, 712]
market-row-value: 25.55 — [259, 572, 290, 584]
